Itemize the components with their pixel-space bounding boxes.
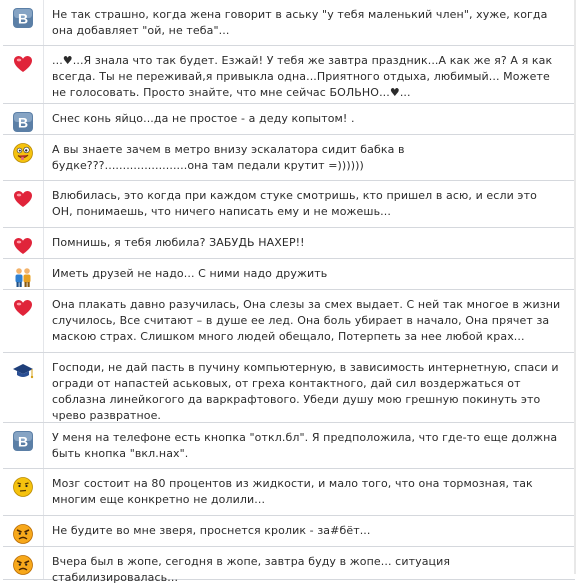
list-item[interactable] [3,104,575,135]
crazy-smiley-icon [12,142,34,164]
post-text: Помнишь, я тебя любила? ЗАБУДЬ НАХЕР!! [52,236,305,249]
graduation-cap-icon [12,360,34,382]
list-item[interactable] [3,290,575,353]
post-text: Не будите во мне зверя, проснется кролик - за#бёт... [52,524,371,537]
svg-text:B: B [17,114,29,131]
column-divider [43,290,44,352]
list-item[interactable] [3,135,575,181]
vk-icon [12,7,34,29]
post-text: Влюбилась, это когда при каждом стуке смотришь, кто пришел в асю, и если это ОН, понимаешь, что ничего написать ему и не можешь... [52,189,537,218]
column-divider [43,423,44,468]
heart-icon [12,235,34,257]
column-divider [43,104,44,134]
vk-icon [12,111,34,133]
list-item[interactable] [3,547,575,584]
column-divider [43,0,44,45]
column-divider [43,353,44,422]
post-text: Снес конь яйцо...да не простое - а деду копытом! . [52,112,355,125]
angry-smiley-icon [12,554,34,576]
list-item[interactable] [3,46,575,104]
post-text: А вы знаете зачем в метро внизу эскалатора сидит бабка в будке???.......................она там педали крутит =)))))) [52,143,405,172]
angry-smiley-icon [12,523,34,545]
svg-text:B: B [17,433,29,450]
vk-icon [12,430,34,452]
list-item[interactable] [3,259,575,290]
column-divider [43,547,44,579]
heart-icon [12,188,34,210]
column-divider [43,228,44,258]
column-divider [43,135,44,180]
heart-icon [12,53,34,75]
list-item[interactable] [3,353,575,423]
column-divider [43,46,44,103]
people-icon [12,266,34,288]
column-divider [43,469,44,515]
column-divider [43,259,44,289]
post-text: Мозг состоит на 80 процентов из жидкости, и мало того, что она тормозная, так многим еще конкретно не долили... [52,477,533,506]
list-item[interactable] [3,228,575,259]
post-text: Иметь друзей не надо... С ними надо дружить [52,267,328,280]
thinking-smiley-icon [12,476,34,498]
column-divider [43,516,44,546]
list-item[interactable] [3,516,575,547]
list-item[interactable] [3,0,575,46]
column-divider [43,181,44,227]
svg-text:B: B [17,10,29,27]
post-text: У меня на телефоне есть кнопка "откл.бл". Я предположила, что где-то еще должна быть кнопка "вкл.нах". [52,431,558,460]
list-item[interactable] [3,423,575,469]
post-text: Господи, не дай пасть в пучину компьютерную, в зависимость интернетную, спаси и огради от напастей аськовых, от греха контактного, дай сил воздержаться от соблазна линейкогого да варкрафтового. Убеди душу мою грешную покинуть это чрево развратное. [52,361,559,422]
post-text: Не так страшно, когда жена говорит в аську "у тебя маленький член", хуже, когда она добавляет "ой, не теба"... [52,8,548,37]
list-item[interactable] [3,469,575,516]
list-item[interactable] [3,181,575,228]
post-text: Она плакать давно разучилась, Она слезы за смех выдает. С ней так многое в жизни случилось, Все считают – в душе ее лед. Она боль убирает в начало, Она прячет за маскою страх. Слишком много людей обещало, Потерпеть за нее любой крах... [52,298,561,343]
post-text: ...♥...Я знала что так будет. Езжай! У тебя же завтра праздник...А как же я? А я как всегда. Ты не переживай,я привыкла одна...Приятного отдыха, любимый... Можете не голосовать. Просто знайте, что мне сейчас БОЛЬНО...♥... [52,54,553,99]
post-text: Вчера был в жопе, сегодня в жопе, завтра буду в жопе... ситуация стабилизировалась... [52,555,451,584]
heart-icon [12,297,34,319]
post-list [3,0,575,584]
